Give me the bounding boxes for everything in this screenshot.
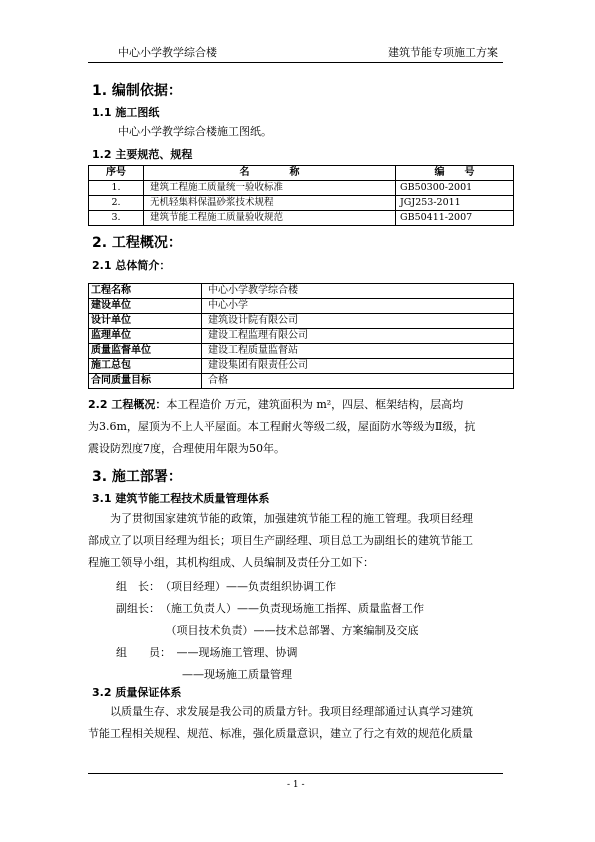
cell-value: 合格 — [202, 374, 514, 389]
table-row — [89, 344, 514, 359]
paragraph-line: 以质量生存、求发展是我公司的质量方针。我项目经理部通过认真学习建筑 — [110, 705, 473, 718]
table-row — [89, 314, 514, 329]
cell-key: 工程名称 — [89, 284, 202, 299]
cell-code: GB50300-2001 — [396, 181, 514, 196]
org-line: 副组长： （施工负责人）——负责现场施工指挥、质量监督工作 — [116, 602, 424, 615]
section-3-title: 3. 施工部署： — [92, 469, 182, 485]
org-line: 组 员： ——现场施工管理、协调 — [116, 646, 298, 659]
section-1-1-title: 1.1 施工图纸 — [92, 106, 160, 119]
cell-code: JGJ253-2011 — [396, 196, 514, 211]
section-2-title: 2. 工程概况： — [92, 235, 182, 251]
paragraph-line: 为了贯彻国家建筑节能的政策，加强建筑节能工程的施工管理。我项目经理 — [110, 512, 473, 525]
org-structure-list — [116, 576, 516, 686]
section-3-1-paragraph — [88, 508, 516, 574]
cell-value: 建设工程监理有限公司 — [202, 329, 514, 344]
paragraph-line: 震设防烈度7度，合理使用年限为50年。 — [88, 442, 285, 455]
table-row — [89, 211, 514, 226]
org-line: （项目技术负责）——技术总部署、方案编制及交底 — [116, 624, 419, 637]
standards-table — [88, 165, 514, 226]
paragraph-line: 为3.6m，屋顶为不上人平屋面。本工程耐火等级二级，屋面防水等级为Ⅱ级，抗 — [88, 420, 476, 433]
cell-no: 2. — [89, 196, 144, 211]
cell-name: 建筑工程施工质量统一验收标准 — [144, 181, 396, 196]
section-2-1-title: 2.1 总体简介： — [92, 259, 171, 272]
footer-rule — [88, 773, 503, 774]
section-1-1-text: 中心小学教学综合楼施工图纸。 — [118, 125, 272, 138]
cell-no: 3. — [89, 211, 144, 226]
header-rule — [88, 62, 503, 63]
col-header-name: 名 称 — [144, 166, 396, 181]
section-3-2-paragraph — [88, 701, 516, 745]
paragraph-line: 程施工领导小组，其机构组成、人员编制及责任分工如下： — [88, 556, 374, 569]
org-line: ——现场施工质量管理 — [116, 668, 292, 681]
table-row — [89, 299, 514, 314]
cell-key: 监理单位 — [89, 329, 202, 344]
cell-value: 中心小学教学综合楼 — [202, 284, 514, 299]
table-row — [89, 359, 514, 374]
overview-table — [88, 283, 514, 389]
cell-no: 1. — [89, 181, 144, 196]
paragraph-line: 节能工程相关规程、规范、标准，强化质量意识，建立了行之有效的规范化质量 — [88, 727, 473, 740]
cell-value: 建设集团有限责任公司 — [202, 359, 514, 374]
org-line: 组 长： （项目经理）——负责组织协调工作 — [116, 580, 336, 593]
cell-code: GB50411-2007 — [396, 211, 514, 226]
cell-key: 建设单位 — [89, 299, 202, 314]
paragraph-line: 本工程造价 万元，建筑面积为 m²，四层、框架结构，层高均 — [166, 398, 464, 411]
paragraph-line: 部成立了以项目经理为组长；项目生产副经理、项目总工为副组长的建筑节能工 — [88, 534, 473, 547]
cell-value: 建设工程质量监督站 — [202, 344, 514, 359]
cell-key: 设计单位 — [89, 314, 202, 329]
cell-name: 建筑节能工程施工质量验收规范 — [144, 211, 396, 226]
section-1-title: 1. 编制依据： — [92, 83, 182, 99]
col-header-code: 编 号 — [396, 166, 514, 181]
section-2-2-paragraph — [88, 394, 516, 460]
section-1-2-title: 1.2 主要规范、规程 — [92, 148, 193, 161]
cell-value: 中心小学 — [202, 299, 514, 314]
cell-value: 建筑设计院有限公司 — [202, 314, 514, 329]
section-3-1-title: 3.1 建筑节能工程技术质量管理体系 — [92, 492, 270, 505]
col-header-no: 序号 — [89, 166, 144, 181]
cell-key: 质量监督单位 — [89, 344, 202, 359]
cell-key: 合同质量目标 — [89, 374, 202, 389]
cell-key: 施工总包 — [89, 359, 202, 374]
page-number: - 1 - — [287, 780, 305, 790]
table-row — [89, 181, 514, 196]
cell-name: 无机轻集料保温砂浆技术规程 — [144, 196, 396, 211]
section-2-2-label: 2.2 工程概况： — [88, 398, 167, 411]
section-3-2-title: 3.2 质量保证体系 — [92, 686, 182, 699]
table-row — [89, 374, 514, 389]
table-row — [89, 284, 514, 299]
table-row — [89, 329, 514, 344]
header-right: 建筑节能专项施工方案 — [388, 46, 498, 59]
header-left: 中心小学教学综合楼 — [118, 46, 217, 59]
table-row — [89, 196, 514, 211]
